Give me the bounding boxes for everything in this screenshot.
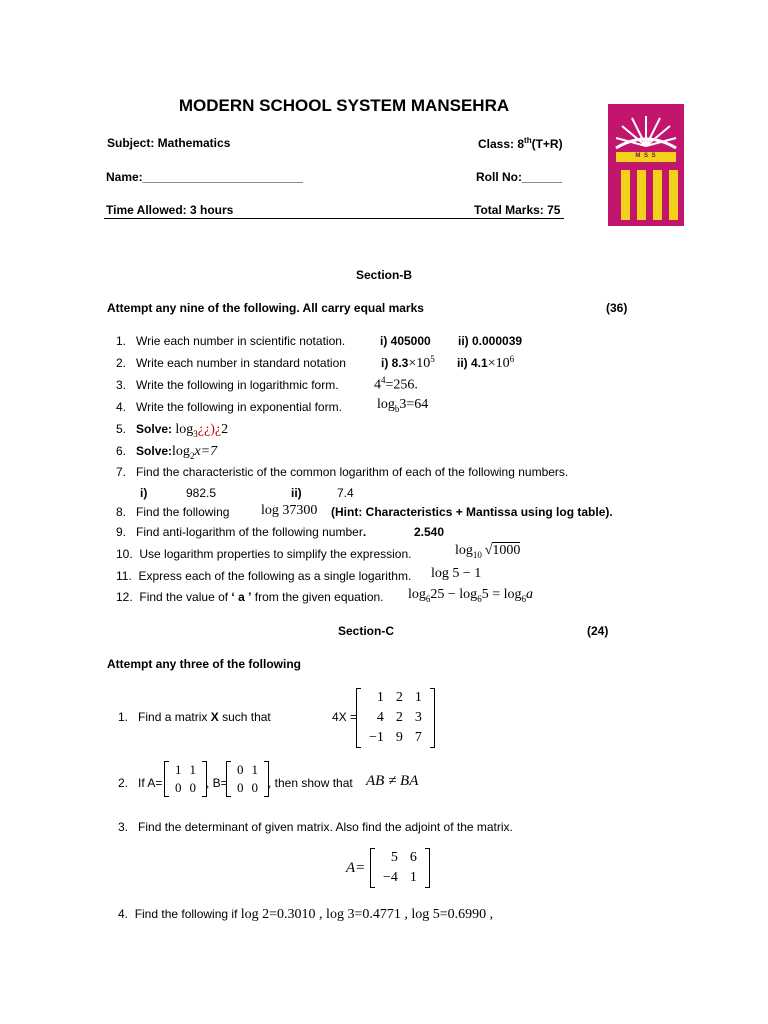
question-c1-lhs: 4X = <box>332 710 358 724</box>
matrix-row <box>233 779 262 797</box>
matrix-cell: −4 <box>383 870 398 885</box>
question-b3: 3. Write the following in logarithmic form. $4^4=256$. <box>116 375 418 393</box>
question-c2-then: , then show that <box>268 776 353 790</box>
matrix-row <box>363 688 428 708</box>
matrix-cell: 0 <box>189 780 196 795</box>
question-b9: 9. Find anti-logarithm of the following number. 2.540 <box>116 525 445 539</box>
question-b4: 4. Write the following in exponential form. $\log_b3=64$ <box>116 397 429 414</box>
logo-pillar <box>669 170 678 220</box>
question-b1: 1. Wrie each number in scientific notation. i) 405000 ii) 0.000039 <box>116 334 523 348</box>
time-allowed: Time Allowed: 3 hours <box>106 203 234 217</box>
matrix-cell: 1 <box>251 762 258 777</box>
question-c1: 1. Find a matrix X such that <box>118 710 271 724</box>
subject-label: Subject: Mathematics <box>107 136 231 150</box>
matrix-cell: −1 <box>369 730 384 745</box>
question-c4: 4. Find the following if log 2=0.3010 , log 3=0.4771 , log 5=0.6990 , <box>118 907 494 922</box>
matrix-row <box>233 761 262 779</box>
page-title: MODERN SCHOOL SYSTEM MANSEHRA <box>178 96 510 115</box>
question-b2: 2. Write each number in standard notation i) $8.3\times 10^5$ ii) $4.1\times 10^6$ <box>116 354 515 371</box>
matrix-cell: 9 <box>395 730 403 745</box>
matrix-row <box>363 728 428 748</box>
matrix-row <box>171 779 200 797</box>
question-b7: 7. Find the characteristic of the common logarithm of each of the following numbers. <box>116 465 569 479</box>
matrix-row <box>171 761 200 779</box>
matrix-cell: 2 <box>395 710 403 725</box>
logo-pillar <box>637 170 646 220</box>
question-c2-b-label: , B= <box>206 776 228 790</box>
matrix-cell: 2 <box>395 690 403 705</box>
section-c-title: Section-C <box>338 624 395 638</box>
question-b8: 8. Find the following log 37300 (Hint: Characteristics + Mantissa using log table). <box>116 503 613 519</box>
matrix-cell: 1 <box>376 690 384 705</box>
question-c2: 2. If A= <box>118 776 163 790</box>
total-marks: Total Marks: 75 <box>474 203 561 217</box>
matrix-cell: 0 <box>175 780 182 795</box>
section-b-instruction: Attempt any nine of the following. All carry equal marks <box>107 301 424 315</box>
section-c-marks: (24) <box>587 624 609 638</box>
matrix-cell: 5 <box>390 850 398 865</box>
question-c3-lhs: A= <box>346 860 366 876</box>
matrix-cell: 0 <box>251 780 258 795</box>
class-label: Class: 8th(T+R) <box>478 136 563 151</box>
question-b6: 6. $Solve:\log_2x=7$ <box>116 444 218 461</box>
matrix-row <box>377 868 423 888</box>
question-c2-math: AB ≠ BA <box>366 773 419 789</box>
name-field: Name:________________________ <box>106 170 303 184</box>
matrix-cell: 0 <box>237 762 244 777</box>
logo-pillar <box>621 170 630 220</box>
matrix-cell: 1 <box>414 690 422 705</box>
section-c-instruction: Attempt any three of the following <box>107 657 301 671</box>
matrix-b <box>226 761 269 797</box>
question-b5: 5. Solve: $\log_3¿¿)¿2$ <box>116 422 229 439</box>
matrix-row <box>363 708 428 728</box>
logo-text: M S S <box>635 153 657 159</box>
matrix-cell: 0 <box>237 780 244 795</box>
matrix-cell: 1 <box>175 762 182 777</box>
matrix-cell: 7 <box>414 730 422 745</box>
matrix-cell: 6 <box>409 850 417 865</box>
school-logo <box>608 104 684 226</box>
question-b7-options: i) 982.5 ii) 7.4 <box>140 486 354 500</box>
section-b-marks: (36) <box>606 301 628 315</box>
matrix-cell: 1 <box>189 762 196 777</box>
sunrise-icon <box>614 112 678 150</box>
logo-pillar <box>653 170 662 220</box>
matrix-c1 <box>356 688 435 748</box>
matrix-cell: 4 <box>376 710 384 725</box>
question-b10: 10. Use logarithm properties to simplify the expression. $\log_{10} √1000$ <box>116 543 521 561</box>
question-b12: 12. Find the value of ‘ a ’ from the given equation. $\log_625 - \log_65 = \log_6a$ <box>116 587 533 604</box>
matrix-row <box>377 848 423 868</box>
question-b11: 11. Express each of the following as a single logarithm. log 5 − 1 <box>116 566 482 583</box>
question-c3: 3. Find the determinant of given matrix. Also find the adjoint of the matrix. <box>118 820 513 834</box>
matrix-a <box>164 761 207 797</box>
section-b-title: Section-B <box>355 268 412 282</box>
matrix-cell: 3 <box>414 710 422 725</box>
matrix-c3 <box>370 848 430 888</box>
matrix-cell: 1 <box>409 870 417 885</box>
header-underline <box>104 218 564 219</box>
roll-field: Roll No:______ <box>476 170 563 184</box>
